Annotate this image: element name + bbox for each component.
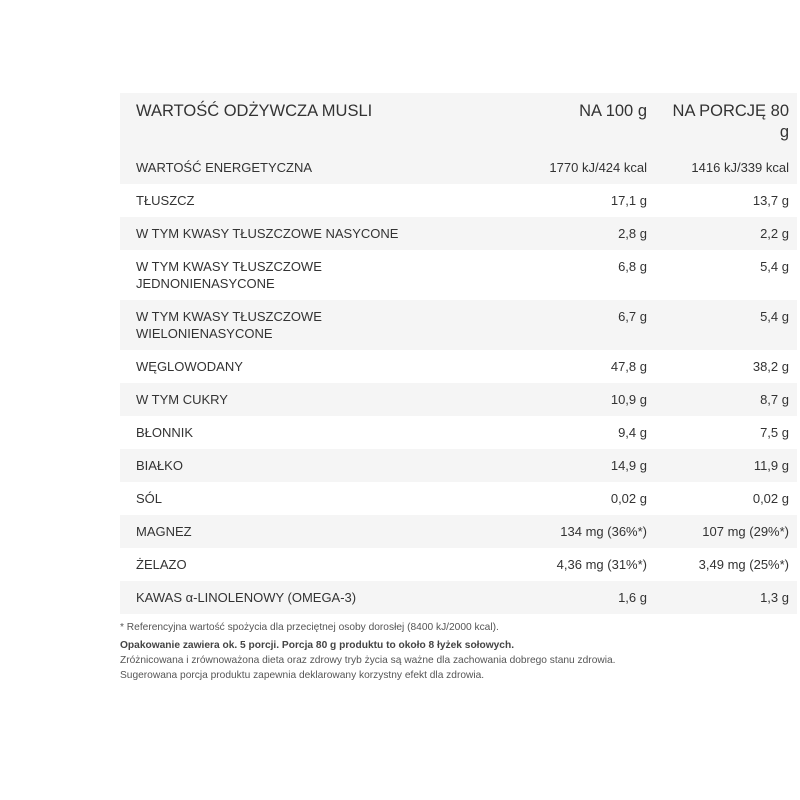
value-per-portion: 1416 kJ/339 kcal xyxy=(691,160,789,175)
nutrient-name: W TYM KWASY TŁUSZCZOWE WIELONIENASYCONE xyxy=(136,309,322,341)
value-per-portion: 1,3 g xyxy=(760,590,789,605)
column-header-nutrient: WARTOŚĆ ODŻYWCZA MUSLI xyxy=(136,102,373,120)
value-per-100g: 1,6 g xyxy=(618,590,647,605)
nutrient-name: BŁONNIK xyxy=(136,425,194,440)
nutrient-name: W TYM KWASY TŁUSZCZOWE JEDNONIENASYCONE xyxy=(136,259,322,291)
column-header-per-100g: NA 100 g xyxy=(579,102,647,120)
table-row xyxy=(120,449,797,482)
nutrient-name: WĘGLOWODANY xyxy=(136,359,243,374)
value-per-100g: 10,9 g xyxy=(610,392,647,407)
table-header-row xyxy=(120,93,797,151)
value-per-100g: 6,8 g xyxy=(618,259,647,274)
value-per-100g: 14,9 g xyxy=(610,458,647,473)
nutrient-name: KAWAS α-LINOLENOWY (OMEGA-3) xyxy=(136,590,357,605)
nutrition-panel xyxy=(120,93,789,683)
nutrient-name: ŻELAZO xyxy=(136,557,187,572)
value-per-100g: 134 mg (36%*) xyxy=(560,524,647,539)
value-per-portion: 8,7 g xyxy=(760,392,789,407)
footnotes xyxy=(120,620,668,683)
nutrient-name: TŁUSZCZ xyxy=(136,193,195,208)
table-row xyxy=(120,515,797,548)
nutrient-name: WARTOŚĆ ENERGETYCZNA xyxy=(136,160,313,175)
nutrient-name: W TYM KWASY TŁUSZCZOWE NASYCONE xyxy=(136,226,399,241)
value-per-100g: 47,8 g xyxy=(610,359,647,374)
value-per-portion: 5,4 g xyxy=(760,259,789,274)
table-row xyxy=(120,151,797,184)
table-row xyxy=(120,482,797,515)
value-per-portion: 5,4 g xyxy=(760,309,789,324)
value-per-100g: 2,8 g xyxy=(618,226,647,241)
value-per-portion: 2,2 g xyxy=(760,226,789,241)
table-row xyxy=(120,383,797,416)
value-per-100g: 9,4 g xyxy=(618,425,647,440)
value-per-portion: 13,7 g xyxy=(752,193,789,208)
nutrient-name: W TYM CUKRY xyxy=(136,392,228,407)
nutrition-table xyxy=(120,93,797,614)
nutrient-name: SÓL xyxy=(136,491,163,506)
balanced-diet-note: Zróżnicowana i zrównoważona dieta oraz zdrowy tryb życia są ważne dla zachowania dobrego stanu zdrowia. xyxy=(120,655,616,666)
table-row xyxy=(120,184,797,217)
value-per-100g: 4,36 mg (31%*) xyxy=(556,557,647,572)
table-row xyxy=(120,217,797,250)
value-per-100g: 17,1 g xyxy=(610,193,647,208)
table-row xyxy=(120,581,797,614)
value-per-100g: 1770 kJ/424 kcal xyxy=(549,160,647,175)
nutrient-name: MAGNEZ xyxy=(136,524,192,539)
value-per-portion: 7,5 g xyxy=(760,425,789,440)
value-per-100g: 6,7 g xyxy=(618,309,647,324)
package-portion-note: Opakowanie zawiera ok. 5 porcji. Porcja 80 g produktu to około 8 łyżek sołowych. xyxy=(120,640,515,651)
value-per-portion: 11,9 g xyxy=(753,458,789,473)
column-header-per-portion: NA PORCJĘ 80 g xyxy=(672,102,789,141)
reference-intake-note: * Referencyjna wartość spożycia dla przeciętnej osoby dorosłej (8400 kJ/2000 kcal). xyxy=(120,622,499,633)
table-row xyxy=(120,250,797,300)
value-per-portion: 38,2 g xyxy=(752,359,789,374)
value-per-portion: 0,02 g xyxy=(752,491,789,506)
nutrient-name: BIAŁKO xyxy=(136,458,183,473)
table-row xyxy=(120,548,797,581)
value-per-portion: 3,49 mg (25%*) xyxy=(698,557,789,572)
table-row xyxy=(120,350,797,383)
value-per-portion: 107 mg (29%*) xyxy=(702,524,789,539)
value-per-100g: 0,02 g xyxy=(610,491,647,506)
table-row xyxy=(120,300,797,350)
table-row xyxy=(120,416,797,449)
portion-benefit-note: Sugerowana porcja produktu zapewnia deklarowany korzystny efekt dla zdrowia. xyxy=(120,670,485,681)
